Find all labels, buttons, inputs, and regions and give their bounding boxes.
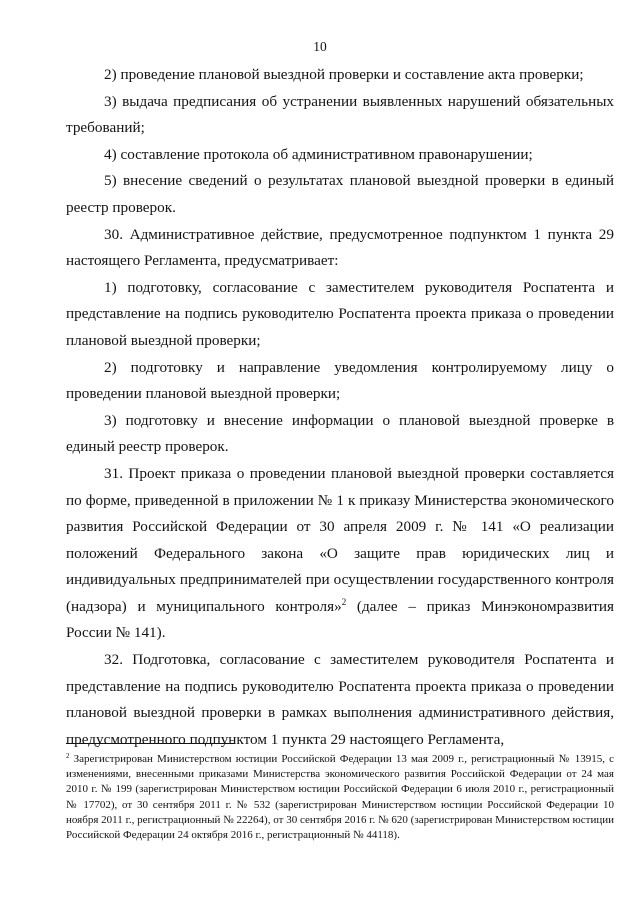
paragraph-31-text: 31. Проект приказа о проведении плановой выездной проверки составляется по форме, приведенной в приложении № 1 к приказу Министерства экономического развития Российской Федерации от 30 апреля 2009 г. № 141 «О реализации положений Федерального закона «О защите прав юридических лиц и индивидуальных предпринимателей при осуществлении государственного контроля (надзора) и муниципального контроля» (66, 464, 614, 615)
footnote-marker: 2 (66, 752, 70, 760)
paragraph-30-sub-3: 3) подготовку и внесение информации о плановой выездной проверке в единый реестр проверок. (66, 411, 614, 456)
paragraph-32: 32. Подготовка, согласование с заместителем руководителя Роспатента и представление на подпись руководителю Роспатента проекта приказа о проведении плановой выездной проверки в рамках выполнения административного действия, предусмотренного подпунктом 1 пункта 29 настоящего Регламента, (66, 651, 614, 748)
paragraph-31 (66, 461, 614, 647)
paragraph-item-5: 5) внесение сведений о результатах плановой выездной проверки в единый реестр проверок. (66, 172, 614, 216)
footnote-text: Зарегистрирован Министерством юстиции Российской Федерации 13 мая 2009 г., регистрационный № 13915, с изменениями, внесенными приказами Министерства экономического развития Российской Федерации от 24 мая 2010 г. № 199 (зарегистрирован Министерством юстиции Российской Федерации 6 июля 2010 г., регистрационный № 17702), от 30 сентября 2011 г. № 532 (зарегистрирован Министерством юстиции Российской Федерации 10 ноября 2011 г., регистрационный № 22264), от 30 сентября 2016 г. № 620 (зарегистрирован Министерством юстиции Российской Федерации 24 октября 2016 г., регистрационный № 44118). (66, 753, 614, 842)
paragraph-30-sub-2: 2) подготовку и направление уведомления контролируемому лицу о проведении плановой выездной проверки; (66, 358, 614, 403)
footnote-reference: 2 (341, 596, 347, 607)
paragraph-30: 30. Административное действие, предусмотренное подпунктом 1 пункта 29 настоящего Регламента, предусматривает: (66, 225, 614, 270)
page-number: 10 (313, 39, 327, 54)
paragraph-item-2: 2) проведение плановой выездной проверки и составление акта проверки; (104, 66, 584, 83)
footnote (66, 752, 614, 843)
paragraph-item-4: 4) составление протокола об административном правонарушении; (104, 145, 533, 163)
paragraph-31-tail: (далее – приказ Минэкономразвития России № 141). (66, 597, 614, 642)
body-text (66, 62, 614, 753)
footnote-separator (66, 743, 234, 744)
paragraph-30-sub-1: 1) подготовку, согласование с заместителем руководителя Роспатента и представление на подпись руководителю Роспатента проекта приказа о проведении плановой выездной проверки; (66, 278, 614, 349)
paragraph-item-3: 3) выдача предписания об устранении выявленных нарушений обязательных требований; (66, 92, 614, 137)
